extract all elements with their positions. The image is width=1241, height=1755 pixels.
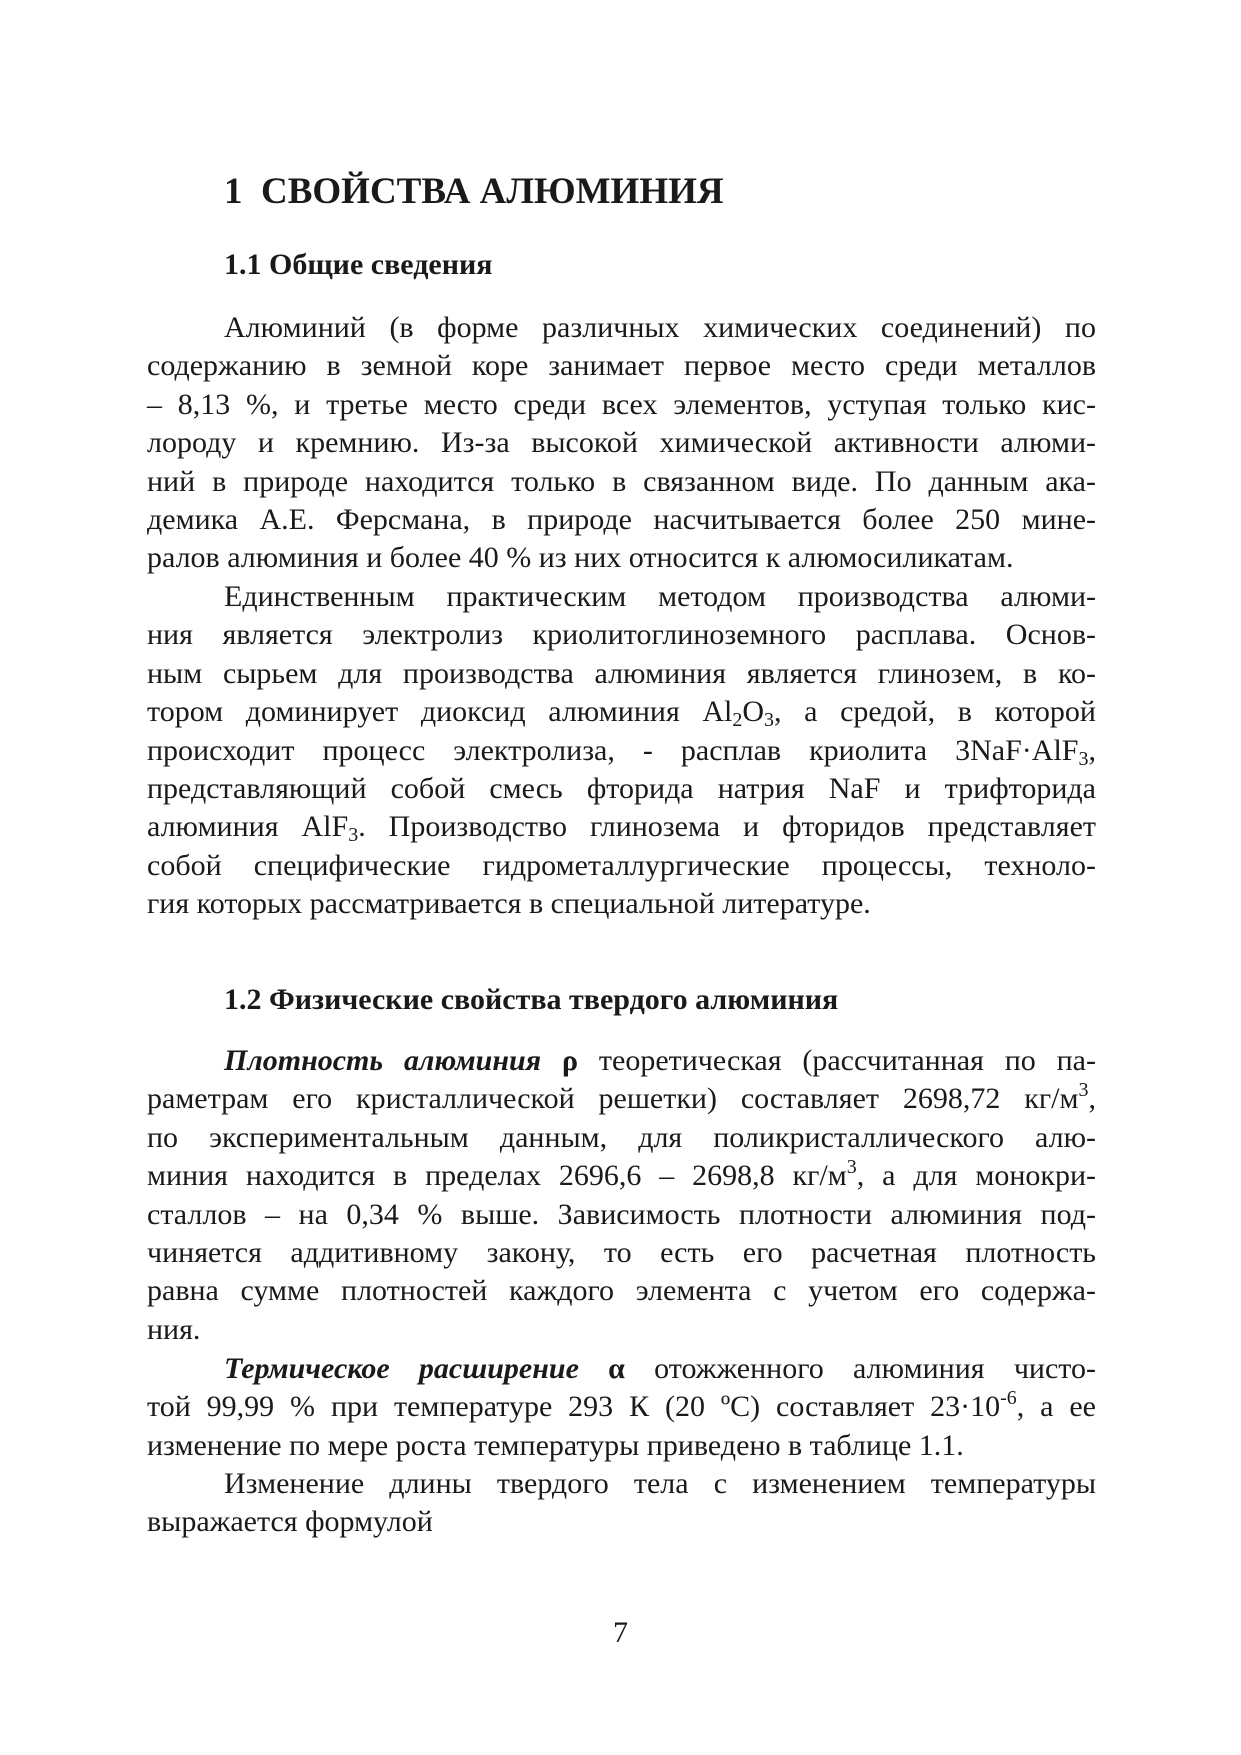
symbol-rho: ρ xyxy=(561,1044,579,1077)
paragraph-production-method xyxy=(147,578,1096,924)
section-heading-general: 1.1 Общие сведения xyxy=(224,248,493,281)
text-fragment: отожженного алюминия чисто- xyxy=(624,1352,1096,1385)
paragraph-length-change xyxy=(147,1465,1096,1542)
chapter-number: 1 xyxy=(224,171,243,212)
section-heading-physical-properties: 1.2 Физические свойства твердого алюминия xyxy=(224,983,839,1016)
text-line xyxy=(147,1042,1096,1080)
text-fragment: , xyxy=(1088,733,1096,767)
text-line: Единственным практическим методом производства алюми- xyxy=(224,580,1096,613)
subscript: 3 xyxy=(1078,747,1089,770)
text-fragment: миния находится в пределах 2696,6 – 2698,8 кг/м xyxy=(147,1159,847,1193)
text-line: гия которых рассматривается в специальной литературе. xyxy=(147,887,871,921)
chapter-title-text: СВОЙСТВА АЛЮМИНИЯ xyxy=(261,171,724,212)
text-fragment: происходит процесс электролиза, - расплав криолита 3NaF·AlF xyxy=(147,733,1079,767)
text-line: демика А.Е. Ферсмана, в природе насчитывается более 250 мине- xyxy=(147,502,1096,536)
paragraph-general-info xyxy=(147,309,1096,578)
text-line: чиняется аддитивному закону, то есть его расчетная плотность xyxy=(147,1235,1096,1269)
text-line: лороду и кремнию. Из-за высокой химической активности алюми- xyxy=(147,426,1096,460)
text-line: – 8,13 %, и третье место среди всех элементов, уступая только кис- xyxy=(147,387,1096,421)
text-fragment: , а ее xyxy=(1016,1390,1096,1424)
term-density: Плотность алюминия xyxy=(224,1044,542,1077)
text-fragment: O xyxy=(742,695,765,729)
text-line: ным сырьем для производства алюминия является глинозем, в ко- xyxy=(147,656,1096,690)
text-line xyxy=(147,1388,1096,1426)
text-line: ния является электролиз криолитоглиноземного расплава. Основ- xyxy=(147,618,1096,652)
text-fragment: тором доминирует диоксид алюминия Al xyxy=(147,695,733,729)
text-line: ралов алюминия и более 40 % из них относится к алюмосиликатам. xyxy=(147,541,1014,575)
text-line xyxy=(147,1350,1096,1388)
symbol-alpha: α xyxy=(608,1352,625,1385)
paragraph-thermal-expansion xyxy=(147,1350,1096,1465)
text-fragment: . Производство глинозема и фторидов представляет xyxy=(358,810,1096,844)
text-line: ния. xyxy=(147,1312,201,1346)
text-line: ний в природе находится только в связанном виде. По данным ака- xyxy=(147,464,1096,498)
paragraph-density xyxy=(147,1042,1096,1349)
text-fragment: , а для монокри- xyxy=(856,1159,1096,1193)
text-line: изменение по мере роста температуры приведено в таблице 1.1. xyxy=(147,1428,964,1462)
text-fragment: той 99,99 % при температуре 293 К (20 ºС) составляет 23·10 xyxy=(147,1390,1001,1424)
text-line xyxy=(147,1157,1096,1195)
text-line: выражается формулой xyxy=(147,1505,433,1539)
text-fragment: , а средой, в которой xyxy=(774,695,1096,729)
text-fragment: теоретическая (рассчитанная по па- xyxy=(578,1044,1096,1077)
chapter-title xyxy=(224,170,724,214)
text-line: представляющий собой смесь фторида натрия NaF и трифторида xyxy=(147,771,1096,805)
text-fragment: алюминия AlF xyxy=(147,810,349,844)
superscript: -6 xyxy=(1000,1387,1017,1410)
text-line: содержанию в земной коре занимает первое место среди металлов xyxy=(147,349,1096,383)
superscript: 3 xyxy=(846,1156,857,1179)
text-line xyxy=(147,808,1096,846)
superscript: 3 xyxy=(1078,1079,1089,1102)
subscript: 3 xyxy=(764,709,775,732)
text-line: равна сумме плотностей каждого элемента с учетом его содержа- xyxy=(147,1274,1096,1308)
subscript: 3 xyxy=(348,824,359,847)
text-fragment: раметрам его кристаллической решетки) составляет 2698,72 кг/м xyxy=(147,1082,1079,1116)
subscript: 2 xyxy=(732,709,743,732)
text-line xyxy=(147,732,1096,770)
page-number: 7 xyxy=(613,1616,628,1649)
text-line xyxy=(147,693,1096,731)
text-line: Изменение длины твердого тела с изменением температуры xyxy=(224,1467,1096,1500)
text-fragment: , xyxy=(1088,1082,1096,1116)
text-line: собой специфические гидрометаллургические процессы, техноло- xyxy=(147,848,1096,882)
text-line xyxy=(147,1080,1096,1118)
text-line: по экспериментальным данным, для поликристаллического алю- xyxy=(147,1120,1096,1154)
term-thermal-expansion: Термическое расширение xyxy=(224,1352,579,1385)
text-line: сталлов – на 0,34 % выше. Зависимость плотности алюминия под- xyxy=(147,1197,1096,1231)
text-line: Алюминий (в форме различных химических соединений) по xyxy=(224,311,1096,344)
